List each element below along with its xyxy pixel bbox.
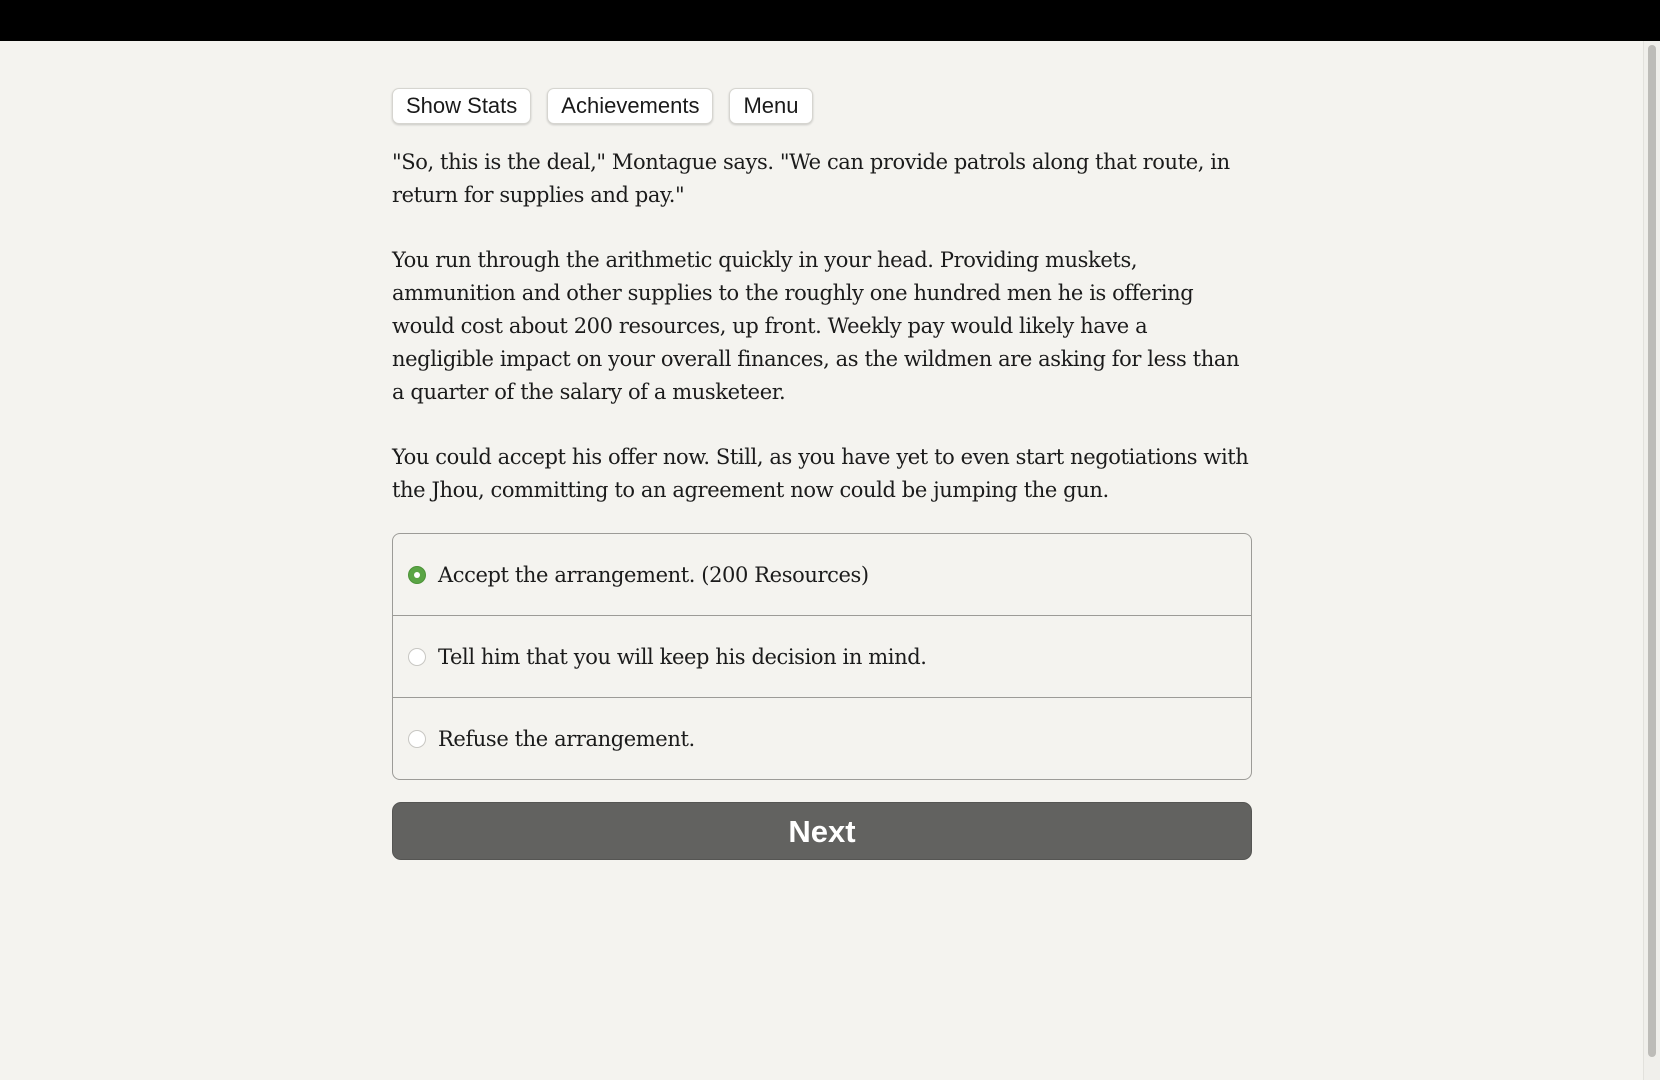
story-paragraph: "So, this is the deal," Montague says. "We can provide patrols along that route, in return for supplies and pay." — [392, 150, 1230, 207]
browser-top-bar — [0, 0, 1660, 41]
choice-option-accept[interactable] — [393, 534, 1251, 615]
menu-button[interactable]: Menu — [729, 88, 812, 124]
choice-label: Tell him that you will keep his decision in mind. — [438, 644, 927, 669]
choice-label: Refuse the arrangement. — [438, 726, 695, 751]
radio-button[interactable] — [408, 648, 426, 666]
choice-list — [392, 533, 1252, 780]
story-paragraph: You run through the arithmetic quickly in your head. Providing muskets, ammunition and other supplies to the roughly one hundred men he is offering would cost about 200 resources, up front. Weekly pay would likely have a negligible impact on your overall finances, as the wildmen are asking for less than a quarter of the salary of a musketeer. — [392, 248, 1240, 404]
scrollbar-thumb[interactable] — [1648, 45, 1656, 1057]
choice-option-refuse[interactable] — [393, 697, 1251, 779]
toolbar — [392, 88, 1252, 124]
choice-option-keep-in-mind[interactable] — [393, 615, 1251, 697]
game-content — [392, 88, 1252, 860]
next-button[interactable]: Next — [392, 802, 1252, 860]
story-paragraph: You could accept his offer now. Still, as you have yet to even start negotiations with the Jhou, committing to an agreement now could be jumping the gun. — [392, 445, 1249, 502]
radio-button[interactable] — [408, 730, 426, 748]
radio-button-selected[interactable] — [408, 566, 426, 584]
achievements-button[interactable]: Achievements — [547, 88, 713, 124]
vertical-scrollbar[interactable] — [1643, 41, 1660, 1080]
show-stats-button[interactable]: Show Stats — [392, 88, 531, 124]
story-text — [392, 146, 1252, 507]
choice-label: Accept the arrangement. (200 Resources) — [438, 562, 869, 587]
